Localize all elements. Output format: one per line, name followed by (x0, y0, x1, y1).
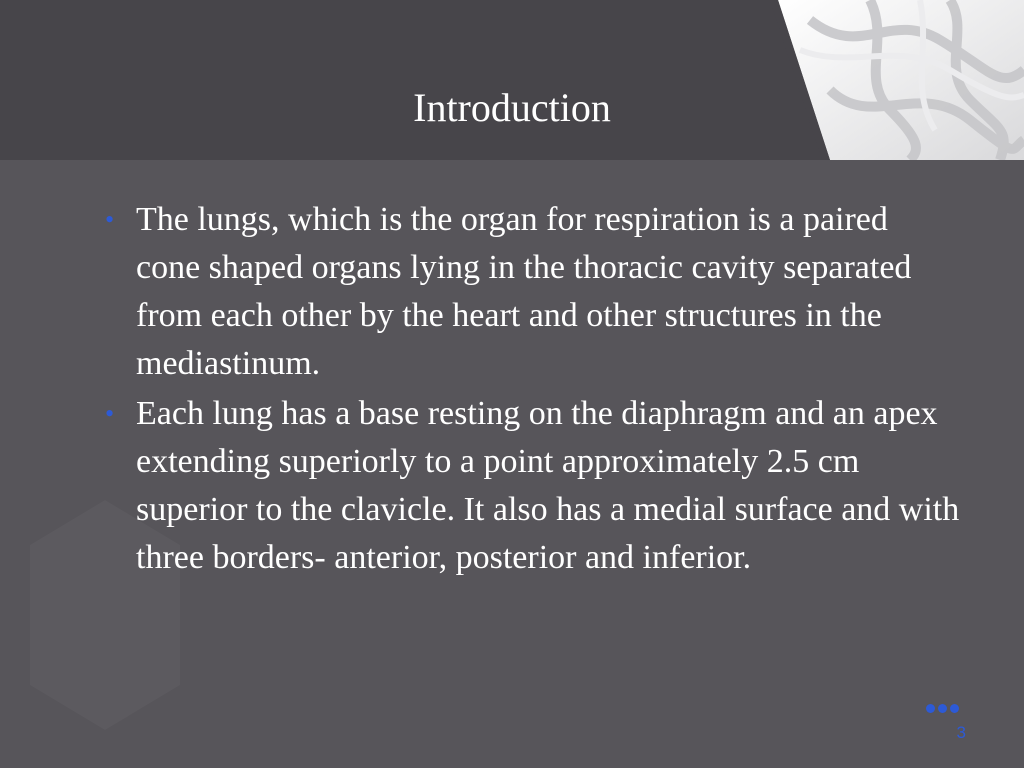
bullet-text: The lungs, which is the organ for respiration is a paired cone shaped organs lying in the thoracic cavity separated from each other by the heart and other structures in the mediastinum. (136, 201, 912, 382)
bullet-dot-icon: • (105, 399, 115, 428)
bullet-item (100, 196, 960, 388)
page-number: 3 (956, 723, 966, 742)
bullet-item (100, 390, 960, 582)
abstract-lattice-image (770, 0, 1024, 160)
slide-title: Introduction (413, 85, 611, 130)
bullet-list (100, 196, 960, 584)
ellipsis-dots-icon (926, 700, 962, 716)
bullet-dot-icon: • (105, 205, 115, 234)
bullet-text: Each lung has a base resting on the diaphragm and an apex extending superiorly to a point approximately 2.5 cm superior to the clavicle. It also has a medial surface and with three borders- anterior, posterior and inferior. (136, 395, 960, 576)
